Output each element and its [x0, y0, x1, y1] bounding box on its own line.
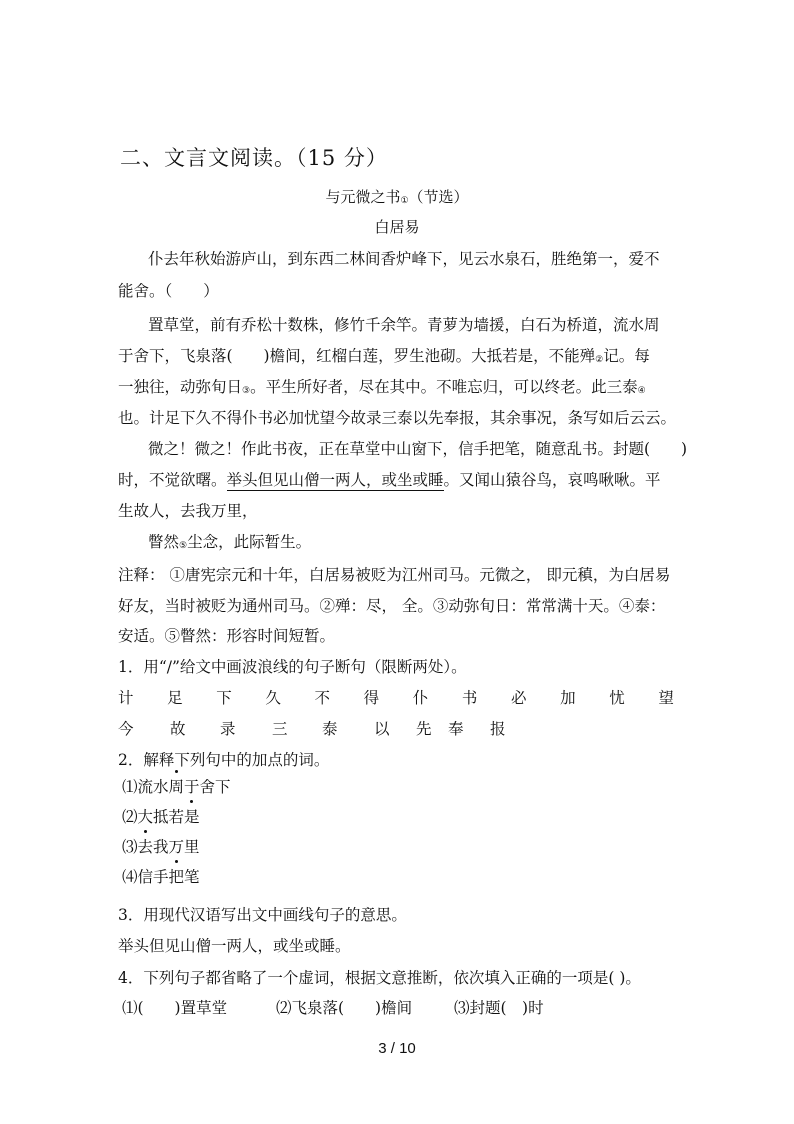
question-2-item-2 [122, 805, 200, 827]
item-number: ⑷ [122, 868, 138, 886]
item-text: 我万里 [153, 838, 200, 856]
question-4-option-1: ⑴( )置草堂 [122, 999, 228, 1017]
char-cell: 录 [220, 720, 236, 738]
item-text: 于舍下 [184, 778, 231, 796]
dotted-word: 把 [169, 865, 185, 887]
passage-text: 时，不觉欲曙。 [118, 471, 227, 489]
passage-line: 能舍。（ ） [118, 282, 219, 300]
question-1-row-2 [118, 717, 518, 741]
char-cell: 故 [170, 720, 186, 738]
item-number: ⑴ [122, 778, 138, 796]
poem-title-main: 与元微之书 [325, 188, 401, 206]
char-cell: 仆 [412, 689, 429, 707]
passage-line: 微之！微之！作此书夜，正在草堂中山窗下，信手把笔，随意乱书。封题( ) [148, 440, 688, 458]
question-2-prompt: 2．解释下列句中的加点的词。 [118, 751, 330, 769]
item-text: 大抵若 [137, 808, 185, 826]
item-text: 信手 [137, 868, 169, 886]
char-cell: 望 [658, 689, 674, 707]
item-number: ⑵ [122, 808, 138, 826]
question-2-item-4 [122, 865, 200, 887]
char-cell: 以 [374, 720, 390, 738]
char-cell: 忧 [609, 689, 625, 707]
passage-line: 也。计足下久不得仆书必加忧望今故录三泰以先奉报，其余事况，条写如后云云。 [118, 409, 677, 427]
passage-line [118, 375, 646, 397]
char-cell: 下 [216, 689, 232, 707]
notes-line: 安适。⑤瞥然：形容时间短暂。 [118, 627, 336, 645]
dotted-word: 是 [184, 805, 200, 827]
question-2-item-1 [122, 775, 231, 797]
question-3-prompt: 3．用现代汉语写出文中画线句子的意思。 [118, 906, 407, 924]
footnote-marker: ① [400, 196, 409, 206]
char-cell: 三 [272, 720, 288, 738]
question-3-sentence: 举头但见山僧一两人，或坐或睡。 [118, 937, 351, 955]
poem-title [0, 186, 794, 207]
question-2-item-3 [122, 835, 200, 857]
notes-line: 好友，当时被贬为通州司马。②殚：尽， 全。③动弥旬日：常常满十天。④泰： [118, 597, 666, 615]
dotted-word: 去 [138, 835, 154, 857]
char-cell: 必 [511, 689, 527, 707]
passage-line: 仆去年秋始游庐山，到东西二林间香炉峰下，见云水泉石，胜绝第一，爱不 [148, 250, 660, 268]
passage-line [118, 344, 650, 366]
footnote-marker: ② [595, 355, 604, 365]
passage-text: 尘念，此际暂生。 [187, 533, 312, 551]
passage-line: 生故人，去我万里， [118, 502, 258, 520]
passage-text: 记。每 [603, 347, 650, 365]
poem-author: 白居易 [374, 218, 420, 236]
passage-line [118, 468, 661, 490]
footnote-marker: ③ [242, 386, 251, 396]
footnote-marker: ④ [637, 386, 646, 396]
char-cell: 加 [560, 689, 576, 707]
char-cell: 今 [118, 720, 134, 738]
passage-text: 一独往，动弥旬日 [118, 378, 243, 396]
passage-text: 。又闻山猿谷鸟，哀鸣啾啾。平 [443, 471, 661, 489]
item-number: ⑶ [122, 838, 138, 856]
item-text: 笔 [184, 868, 200, 886]
char-cell: 报 [490, 720, 506, 738]
char-cell: 久 [265, 689, 281, 707]
passage-line [148, 530, 311, 552]
item-text: 流水 [137, 778, 169, 796]
underlined-sentence: 举头但见山僧一两人，或坐或睡 [226, 471, 444, 489]
char-cell: 得 [363, 689, 380, 707]
char-cell: 奉 [448, 720, 464, 738]
passage-line: 置草堂，前有乔松十数株，修竹千余竿。青萝为墙援，白石为桥道，流水周 [148, 316, 660, 334]
question-1-row-1 [118, 686, 674, 708]
passage-text: 于舍下，飞泉落( )檐间，红榴白莲，罗生池砌。大抵若是，不能殚 [118, 347, 596, 365]
char-cell: 先 [416, 720, 432, 738]
question-1-prompt: 1．用“/”给文中画波浪线的句子断句（限断两处）。 [118, 658, 467, 676]
section-title: 二、文言文阅读。（15 分） [120, 146, 388, 170]
char-cell: 计 [118, 689, 134, 707]
footnote-marker: ⑤ [179, 541, 188, 551]
page-number: 3 / 10 [378, 1040, 416, 1057]
passage-text: 瞥然 [148, 533, 180, 551]
question-4-option-3: ⑶封题( )时 [454, 999, 544, 1017]
char-cell: 泰 [322, 720, 338, 738]
question-4-option-2: ⑵飞泉落( )檐间 [276, 999, 413, 1017]
char-cell: 足 [167, 689, 183, 707]
char-cell: 书 [461, 689, 478, 707]
question-4-prompt: 4．下列句子都省略了一个虚词，根据文意推断，依次填入正确的一项是( )。 [118, 969, 641, 987]
passage-text: 。平生所好者，尽在其中。不唯忘归，可以终老。此三泰 [250, 378, 638, 396]
notes-line: 注释： ①唐宪宗元和十年，白居易被贬为江州司马。元微之， 即元稹，为白居易 [118, 566, 671, 584]
poem-title-tail: （节选） [408, 188, 469, 206]
char-cell: 不 [314, 689, 331, 707]
dotted-word: 周 [169, 775, 185, 797]
